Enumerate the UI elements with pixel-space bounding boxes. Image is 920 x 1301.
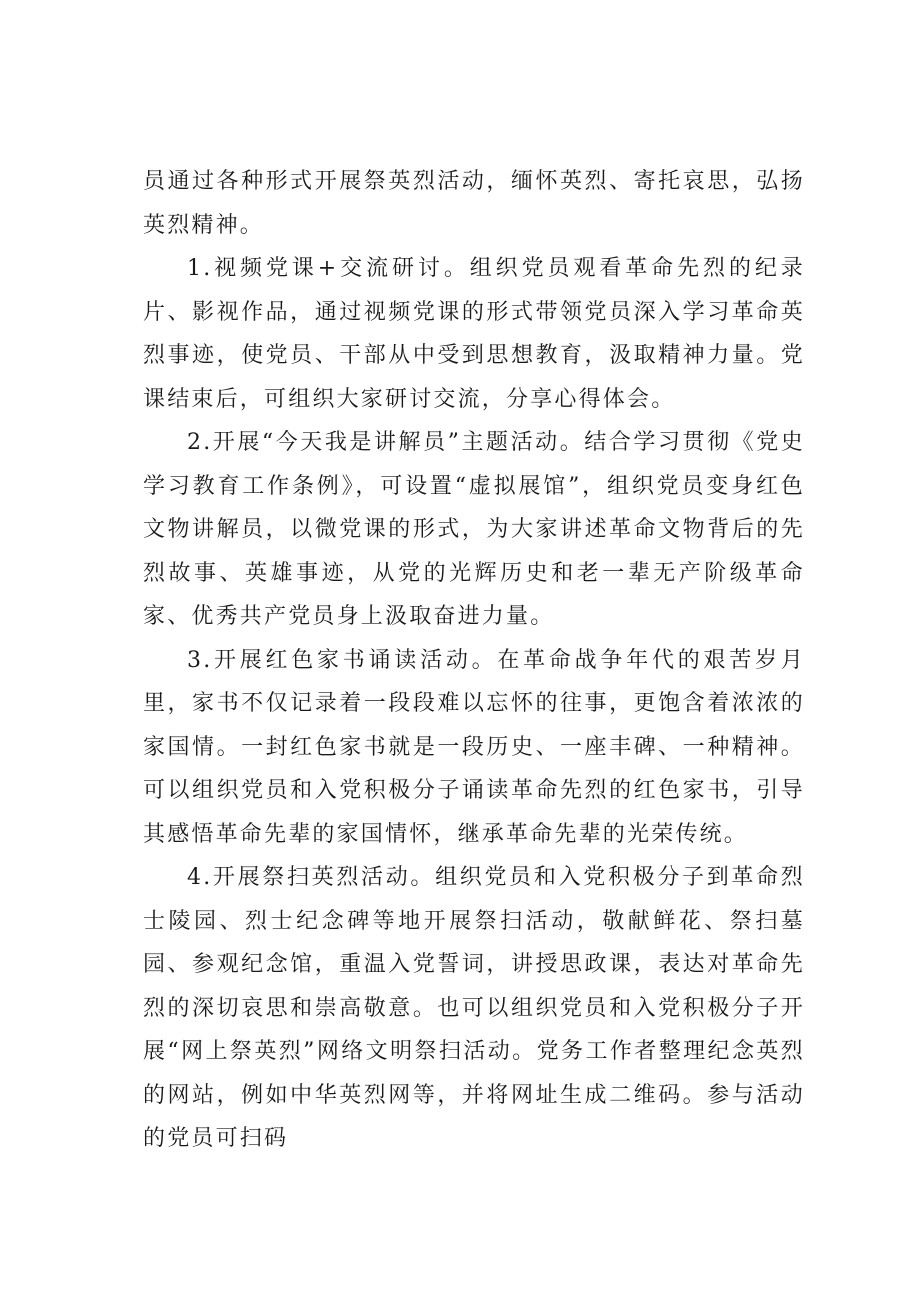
paragraph-guide-activity: 2.开展“今天我是讲解员”主题活动。结合学习贯彻《党史学习教育工作条例》，可设置“虚拟展馆”，组织党员变身红色文物讲解员，以微党课的形式，为大家讲述革命文物背后的先烈故事、英雄事迹，从党的光辉历史和老一辈无产阶级革命家、优秀共产党员身上汲取奋进力量。 bbox=[143, 430, 805, 629]
paragraph-continuation: 员通过各种形式开展祭英烈活动，缅怀英烈、寄托哀思，弘扬英烈精神。 bbox=[143, 169, 805, 238]
paragraph-video-party-lesson: 1.视频党课+交流研讨。组织党员观看革命先烈的纪录片、影视作品，通过视频党课的形式带领党员深入学习革命英烈事迹，使党员、干部从中受到思想教育，汲取精神力量。党课结束后，可组织大家研讨交流，分享心得体会。 bbox=[143, 256, 805, 412]
paragraph-tomb-sweeping: 4.开展祭扫英烈活动。组织党员和入党积极分子到革命烈士陵园、烈士纪念碑等地开展祭扫活动，敬献鲜花、祭扫墓园、参观纪念馆，重温入党誓词，讲授思政课，表达对革命先烈的深切哀思和崇高敬意。也可以组织党员和入党积极分子开展“网上祭英烈”网络文明祭扫活动。党务工作者整理纪念英烈的网站，例如中华英烈网等，并将网址生成二维码。参与活动的党员可扫码 bbox=[143, 865, 805, 1151]
document-body bbox=[143, 160, 805, 1161]
paragraph-family-letters: 3.开展红色家书诵读活动。在革命战争年代的艰苦岁月里，家书不仅记录着一段段难以忘怀的往事，更饱含着浓浓的家国情。一封红色家书就是一段历史、一座丰碑、一种精神。可以组织党员和入党积极分子诵读革命先烈的红色家书，引导其感悟革命先辈的家国情怀，继承革命先辈的光荣传统。 bbox=[143, 647, 805, 847]
